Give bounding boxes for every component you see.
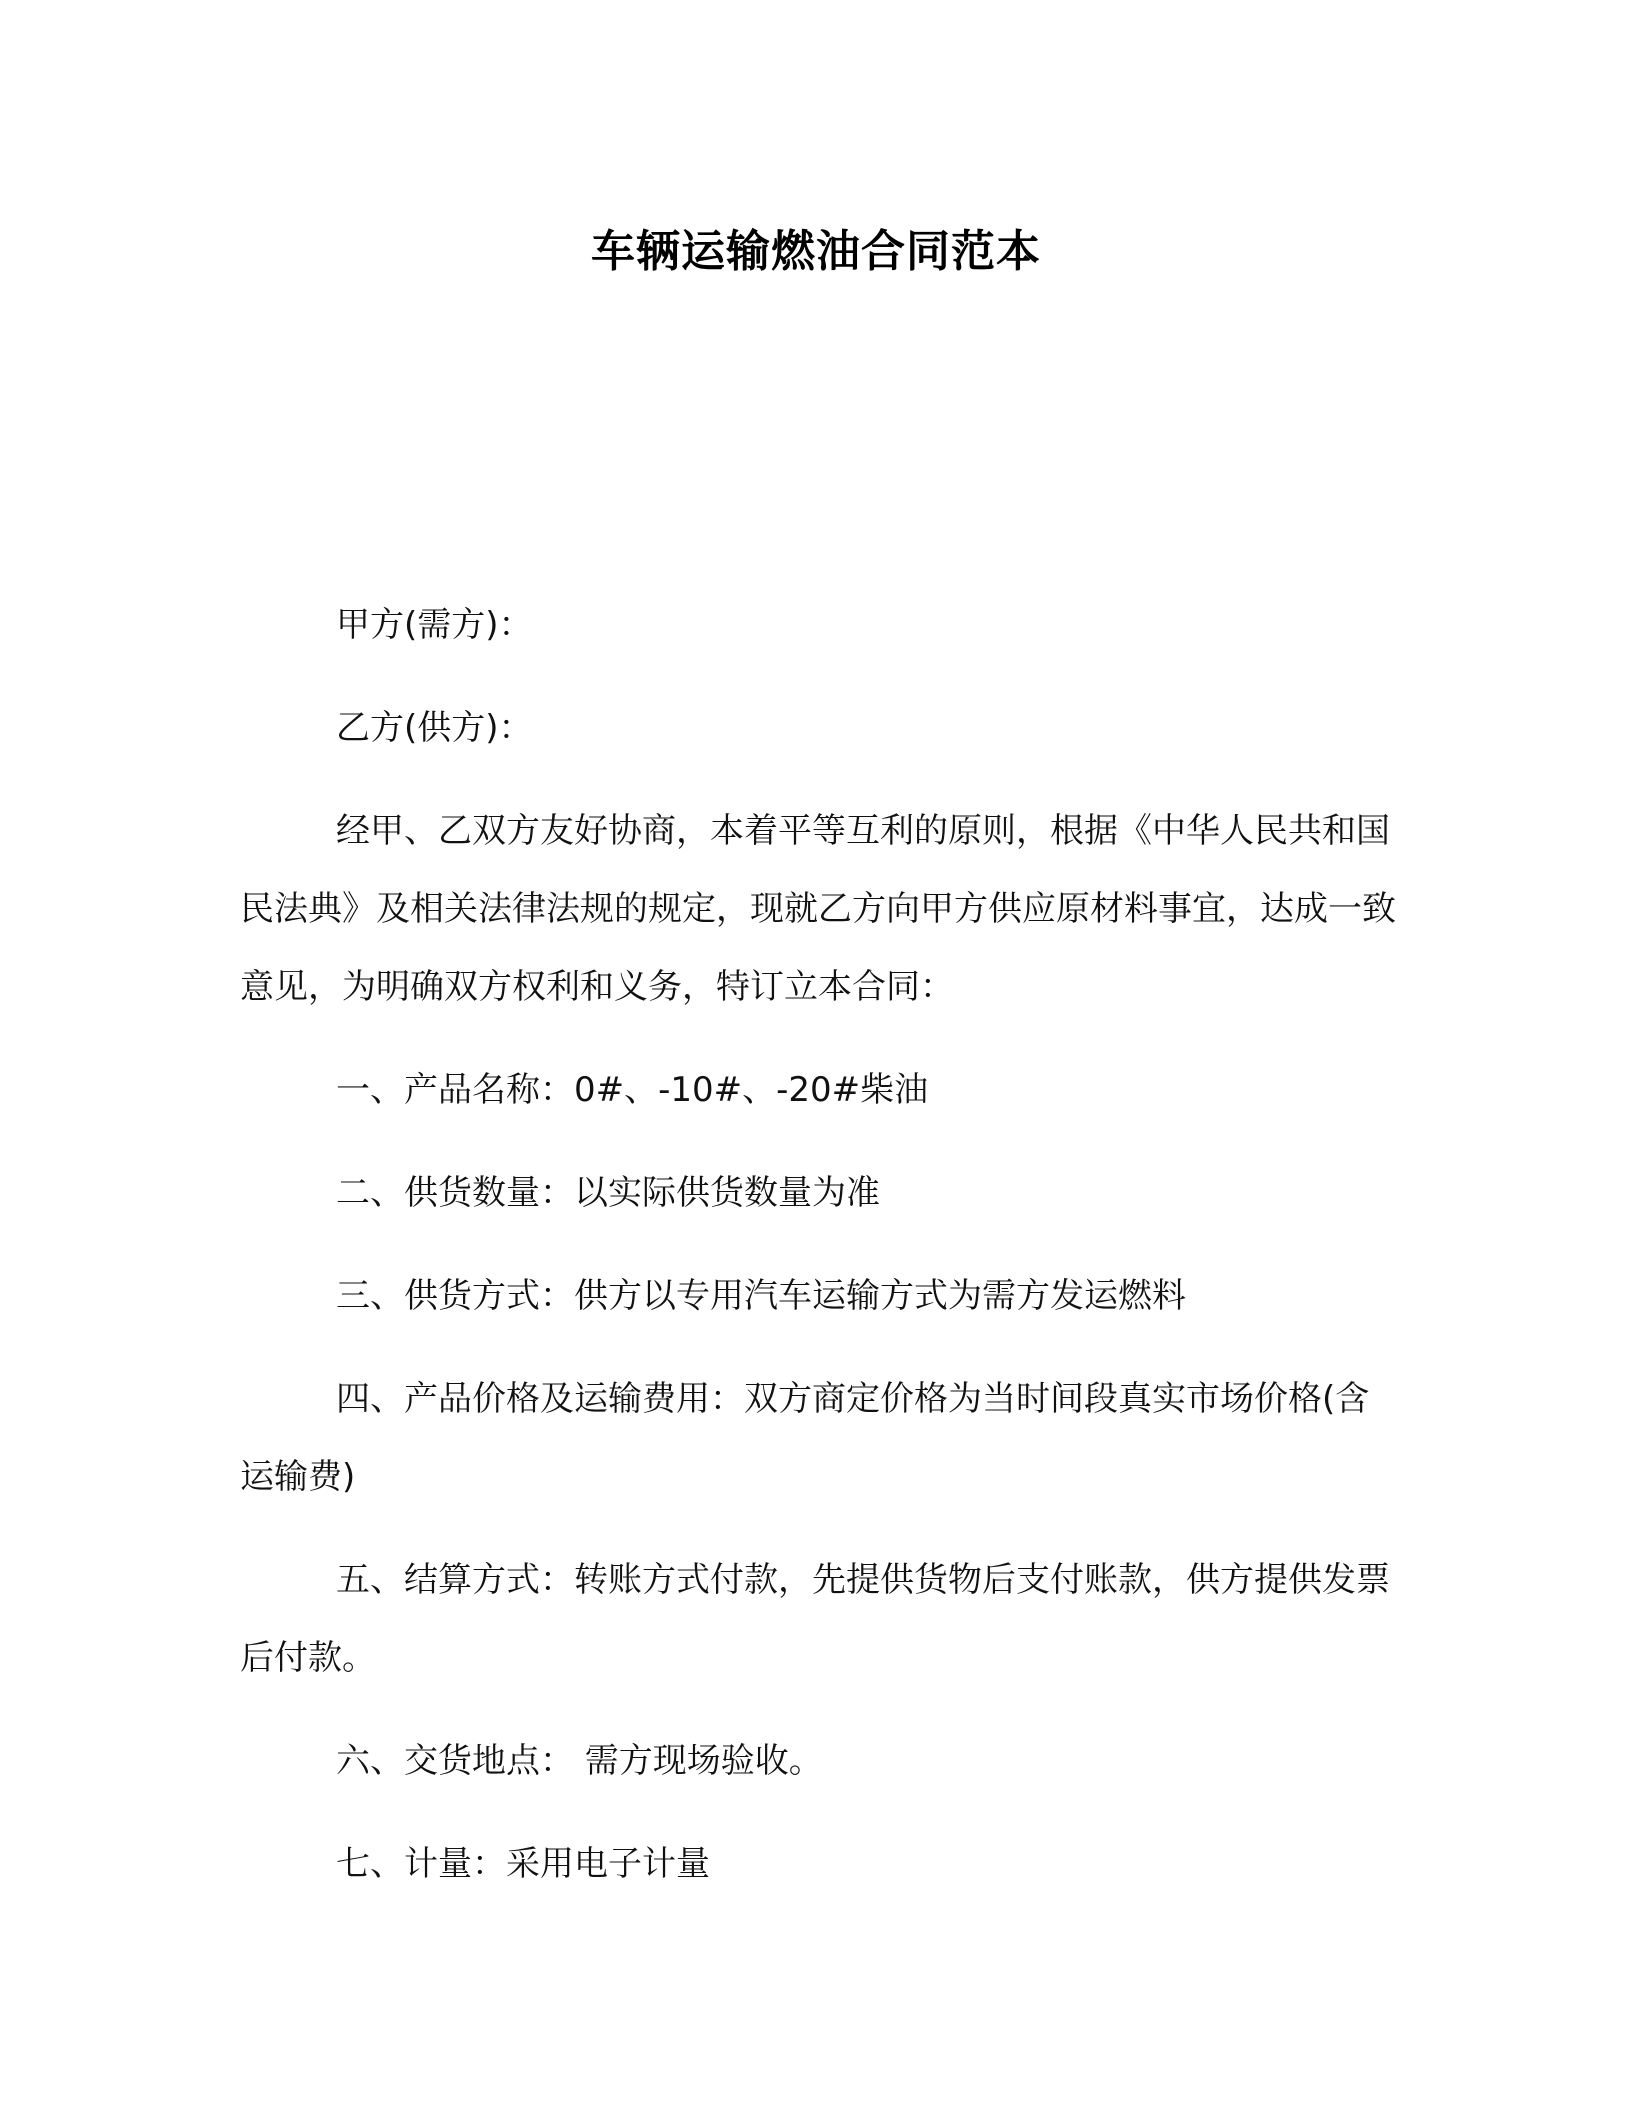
clause-supply-method: 三、供货方式：供方以专用汽车运输方式为需方发运燃料 — [336, 1276, 1186, 1316]
clause-supply-quantity: 二、供货数量：以实际供货数量为准 — [336, 1173, 880, 1213]
party-b-line: 乙方(供方)： — [336, 708, 533, 748]
clause-price-transport: 四、产品价格及运输费用：双方商定价格为当时间段真实市场价格(含运输费) — [240, 1379, 1370, 1497]
document-body — [240, 586, 1400, 1928]
preamble-paragraph: 经甲、乙双方友好协商，本着平等互利的原则，根据《中华人民共和国民法典》及相关法律法规的规定，现就乙方向甲方供应原材料事宜，达成一致意见，为明确双方权利和义务，特订立本合同： — [240, 811, 1396, 1007]
clause-settlement: 五、结算方式：转账方式付款，先提供货物后支付账款，供方提供发票后付款。 — [240, 1560, 1390, 1678]
clause-product-name: 一、产品名称：0#、-10#、-20#柴油 — [336, 1070, 929, 1110]
document-title: 车辆运输燃油合同范本 — [591, 226, 1041, 277]
party-a-line: 甲方(需方)： — [336, 605, 533, 645]
clause-delivery-location: 六、交货地点： 需方现场验收。 — [336, 1741, 823, 1781]
clause-measurement: 七、计量：采用电子计量 — [336, 1844, 710, 1884]
